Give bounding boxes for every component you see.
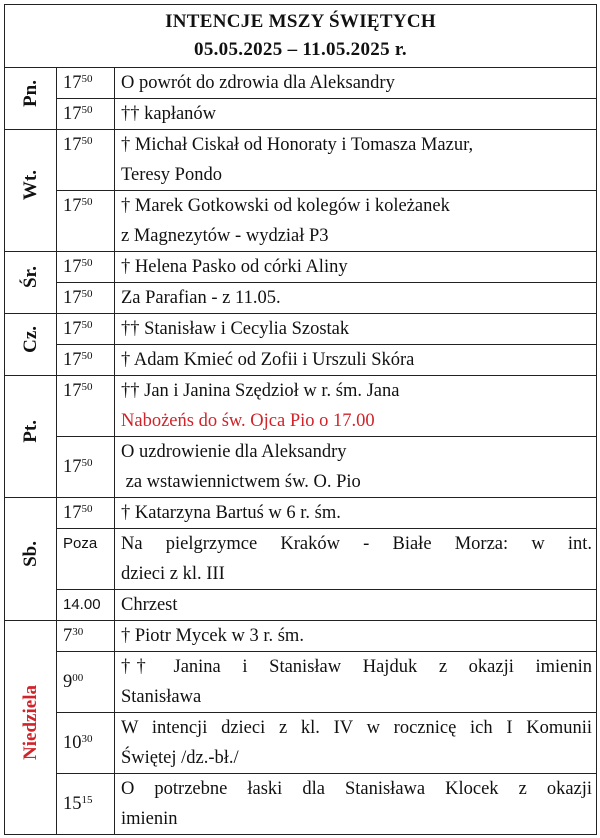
mass-intentions-table [4,4,597,835]
intention-text: Chrzest [115,590,597,621]
day-sunday [5,621,57,835]
intention-text: † Michał Ciskał od Honoraty i Tomasza Mazur, Teresy Pondo [115,130,597,191]
intention-text: O powrót do zdrowia dla Aleksandry [115,68,597,99]
day-tuesday [5,130,57,252]
intention-text: †† Jan i Janina Szędzioł w r. śm. Jana Nabożeńs do św. Ojca Pio o 17.00 [115,376,597,437]
mass-time: $17^{50}$ [57,68,115,99]
mass-time: $10^{30}$ [57,713,115,774]
day-wednesday [5,252,57,314]
intention-text: O potrzebne łaski dla Stanisława Klocek z okazji imienin [115,774,597,835]
mass-time: Poza [57,529,115,590]
mass-time: $17^{50}$ [57,437,115,498]
table-header [5,5,597,68]
intention-text: W intencji dzieci z kl. IV w rocznicę ich I Komunii Świętej /dz.-bł./ [115,713,597,774]
mass-time: $15^{15}$ [57,774,115,835]
intention-text: Na pielgrzymce Kraków - Białe Morza: w int. dzieci z kl. III [115,529,597,590]
day-label: Sb. [20,541,41,567]
day-label: Śr. [20,266,41,289]
mass-time: $17^{50}$ [57,314,115,345]
intention-text: †† Stanisław i Cecylia Szostak [115,314,597,345]
mass-time: $7^{30}$ [57,621,115,652]
day-label: Pn. [20,80,41,107]
mass-time: $17^{50}$ [57,498,115,529]
mass-time: $17^{50}$ [57,345,115,376]
mass-time: $17^{50}$ [57,130,115,191]
mass-time: $17^{50}$ [57,283,115,314]
intention-text: O uzdrowienie dla Aleksandry za wstawiennictwem św. O. Pio [115,437,597,498]
intention-text: †† kapłanów [115,99,597,130]
mass-time: $17^{50}$ [57,99,115,130]
day-label: Wt. [20,170,41,201]
devotion-note: Nabożeńs do św. Ojca Pio o 17.00 [121,411,375,431]
intention-text: † Katarzyna Bartuś w 6 r. śm. [115,498,597,529]
day-thursday [5,314,57,376]
day-monday [5,68,57,130]
intention-text: † Adam Kmieć od Zofii i Urszuli Skóra [115,345,597,376]
intention-text: †† Janina i Stanisław Hajduk z okazji imienin Stanisława [115,652,597,713]
mass-time: 14.00 [57,590,115,621]
intention-text: † Piotr Mycek w 3 r. śm. [115,621,597,652]
mass-time: $17^{50}$ [57,252,115,283]
intention-text: † Marek Gotkowski od kolegów i koleżanek z Magnezytów - wydział P3 [115,191,597,252]
mass-time: $9^{00}$ [57,652,115,713]
intention-text: Za Parafian - z 11.05. [115,283,597,314]
day-label: Cz. [20,326,41,353]
mass-time: $17^{50}$ [57,376,115,437]
header-dates: 05.05.2025 – 11.05.2025 r. [194,39,407,60]
day-friday [5,376,57,498]
intention-text: † Helena Pasko od córki Aliny [115,252,597,283]
day-label: Pt. [20,420,41,443]
day-saturday [5,498,57,621]
mass-time: $17^{50}$ [57,191,115,252]
header-title: INTENCJE MSZY ŚWIĘTYCH [165,11,436,32]
day-label: Niedziela [20,685,41,760]
